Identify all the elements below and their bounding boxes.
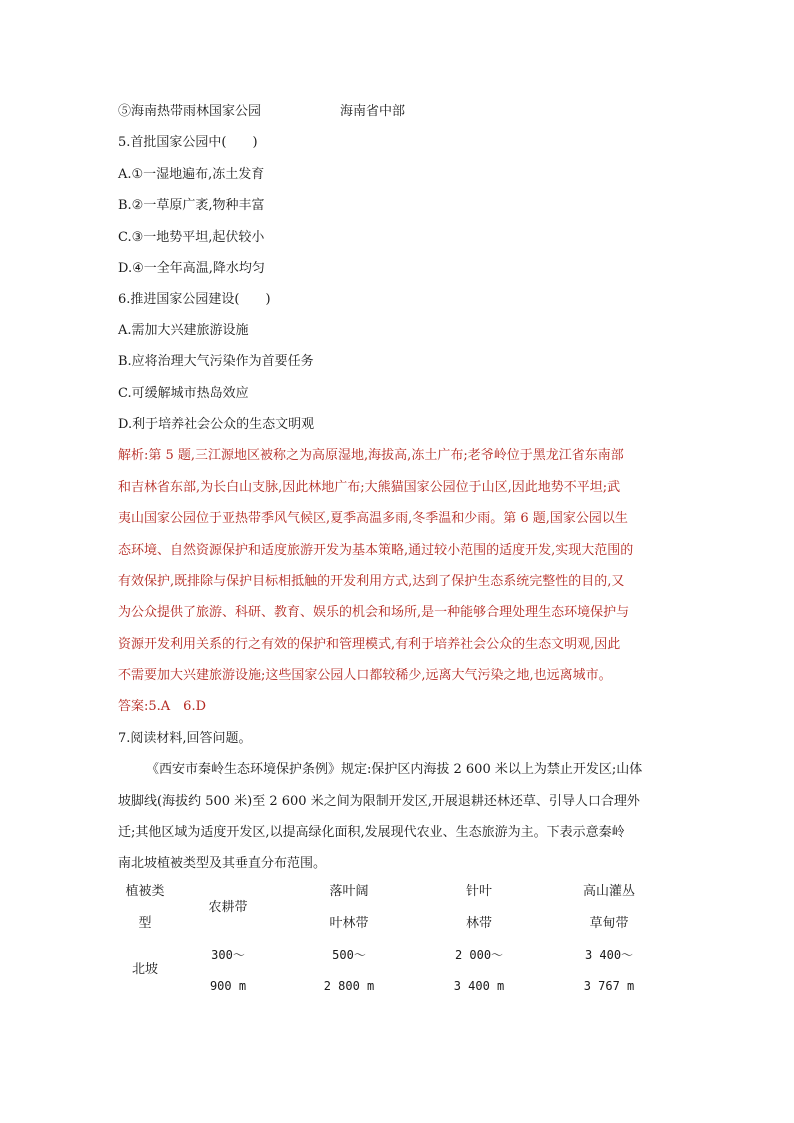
table-cell: 2 800 m	[323, 979, 375, 993]
analysis-line: 不需要加大兴建旅游设施;这些国家公园人口都较稀少,远离大气污染之地,也远离城市。	[118, 668, 612, 683]
table-col-header: 农耕带	[208, 900, 248, 915]
q5-stem: 5.首批国家公园中( )	[118, 135, 258, 150]
table-row-label: 北坡	[131, 962, 158, 977]
table-col-header: 叶林带	[329, 916, 369, 931]
material-line: 《西安市秦岭生态环境保护条例》规定:保护区内海拔 2 600 米以上为禁止开发区;山体	[146, 762, 643, 777]
park-location: 海南省中部	[340, 104, 406, 119]
analysis-line: 和吉林省东部,为长白山支脉,因此林地广布;大熊猫国家公园位于山区,因此地势不平坦;武	[118, 480, 621, 495]
table-header-label: 型	[138, 916, 152, 931]
table-cell: 500～	[332, 948, 366, 962]
table-cell: 900 m	[209, 979, 247, 993]
q5-option-a: A.①一湿地遍布,冻土发育	[118, 167, 265, 182]
q6-option-a: A.需加大兴建旅游设施	[118, 323, 249, 338]
q5-option-d: D.④一全年高温,降水均匀	[118, 261, 265, 276]
analysis-line: 为公众提供了旅游、科研、教育、娱乐的机会和场所,是一种能够合理处理生态环境保护与	[118, 605, 630, 620]
analysis-line: 有效保护,既排除与保护目标相抵触的开发利用方式,达到了保护生态系统完整性的目的,又	[118, 574, 625, 589]
table-header-label: 植被类	[125, 884, 165, 899]
table-cell: 2 000～	[454, 948, 504, 962]
q7-stem: 7.阅读材料,回答问题。	[118, 731, 252, 746]
q6-option-c: C.可缓解城市热岛效应	[118, 386, 249, 401]
q6-option-d: D.利于培养社会公众的生态文明观	[118, 417, 315, 432]
table-cell: 3 767 m	[583, 979, 635, 993]
table-col-header: 高山灌丛	[582, 884, 635, 899]
table-col-header: 针叶	[465, 884, 492, 899]
material-line: 迁;其他区域为适度开发区,以提高绿化面积,发展现代农业、生态旅游为主。下表示意秦岭	[118, 825, 625, 840]
park-name: ⑤海南热带雨林国家公园	[118, 104, 262, 119]
table-col-header: 林带	[465, 916, 492, 931]
analysis-line: 解析:第 5 题,三江源地区被称之为高原湿地,海拔高,冻土广布;老爷岭位于黑龙江省东南部	[118, 448, 624, 463]
material-line: 南北坡植被类型及其垂直分布范围。	[118, 856, 327, 871]
table-cell: 3 400 m	[453, 979, 505, 993]
analysis-line: 夷山国家公园位于亚热带季风气候区,夏季高温多雨,冬季温和少雨。第 6 题,国家公园以生	[118, 511, 628, 526]
table-cell: 300～	[211, 948, 245, 962]
analysis-line: 态环境、自然资源保护和适度旅游开发为基本策略,通过较小范围的适度开发,实现大范围的	[118, 543, 634, 558]
answer-line: 答案:5.A 6.D	[118, 699, 206, 714]
table-col-header: 落叶阔	[329, 884, 369, 899]
analysis-line: 资源开发利用关系的行之有效的保护和管理模式,有利于培养社会公众的生态文明观,因此	[118, 637, 621, 652]
q5-option-b: B.②一草原广袤,物种丰富	[118, 198, 265, 213]
material-line: 坡脚线(海拔约 500 米)至 2 600 米之间为限制开发区,开展退耕还林还草、引导人口合理外	[118, 794, 640, 809]
q5-option-c: C.③一地势平坦,起伏较小	[118, 230, 265, 245]
table-cell: 3 400～	[584, 948, 634, 962]
q6-stem: 6.推进国家公园建设( )	[118, 292, 271, 307]
table-col-header: 草甸带	[589, 916, 629, 931]
q6-option-b: B.应将治理大气污染作为首要任务	[118, 354, 314, 369]
